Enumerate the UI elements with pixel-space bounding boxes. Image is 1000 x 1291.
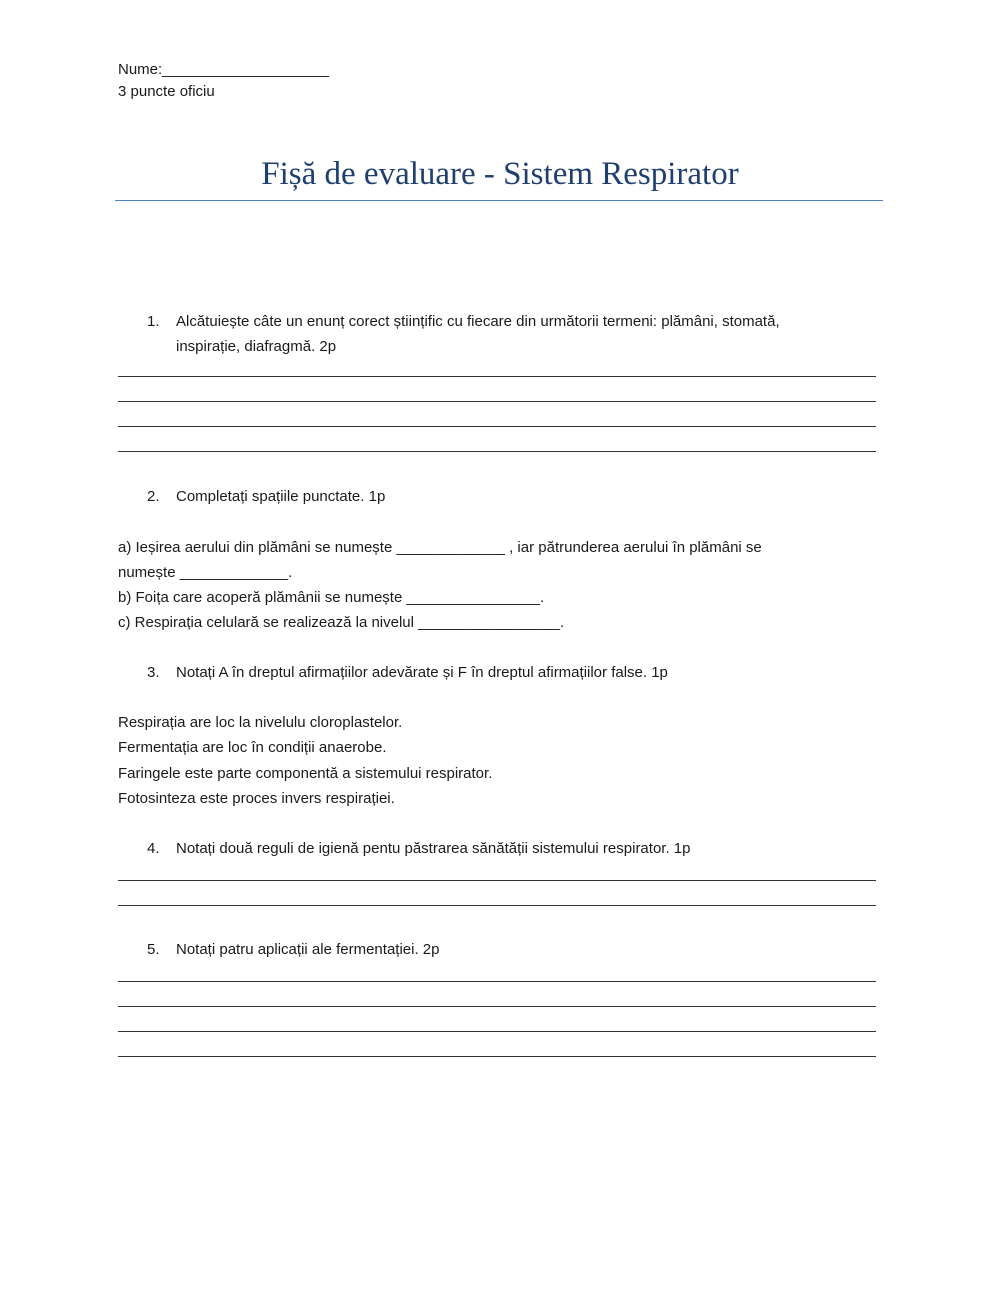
question-2-item-c: c) Respirația celulară se realizează la nivelul _________________. [118,614,565,631]
answer-line-1c[interactable] [118,426,876,427]
question-3-statement-4: Fotosinteza este proces invers respirației. [118,790,395,807]
page-title: Fișă de evaluare - Sistem Respirator [261,156,739,192]
name-field-label: Nume:____________________ [118,61,330,78]
points-note: 3 puncte oficiu [118,83,215,100]
question-4-text: Notați două reguli de igienă pentu păstrarea sănătății sistemului respirator. 1p [176,840,691,857]
question-5-number: 5. [147,941,160,958]
question-5-text: Notați patru aplicații ale fermentației. 2p [176,941,440,958]
answer-line-1a[interactable] [118,376,876,377]
question-3-statement-3: Faringele este parte componentă a sistemului respirator. [118,765,493,782]
answer-line-5b[interactable] [118,1006,876,1007]
answer-line-4b[interactable] [118,905,876,906]
question-2-text: Completați spațiile punctate. 1p [176,488,386,505]
question-4-number: 4. [147,840,160,857]
answer-line-1d[interactable] [118,451,876,452]
answer-line-5c[interactable] [118,1031,876,1032]
question-2-item-a: a) Ieșirea aerului din plămâni se numește _____________ , iar pătrunderea aerului în plămâni se [118,539,762,556]
question-1-text-line2: inspirație, diafragmă. 2p [176,338,337,355]
question-2-item-b: b) Foița care acoperă plămânii se numește ________________. [118,589,545,606]
question-1-text-line1: Alcătuiește câte un enunț corect științific cu fiecare din următorii termeni: plămâni, stomată, [176,313,780,330]
answer-line-5d[interactable] [118,1056,876,1057]
answer-line-1b[interactable] [118,401,876,402]
question-2-item-a-cont: numește _____________. [118,564,293,581]
answer-line-4a[interactable] [118,880,876,881]
answer-line-5a[interactable] [118,981,876,982]
question-2-number: 2. [147,488,160,505]
question-3-statement-2: Fermentația are loc în condiții anaerobe. [118,739,387,756]
question-3-statement-1: Respirația are loc la nivelulu cloroplastelor. [118,714,403,731]
title-underline [115,200,883,201]
question-3-number: 3. [147,664,160,681]
question-3-text: Notați A în dreptul afirmațiilor adevărate și F în dreptul afirmațiilor false. 1p [176,664,668,681]
question-1-number: 1. [147,313,160,330]
